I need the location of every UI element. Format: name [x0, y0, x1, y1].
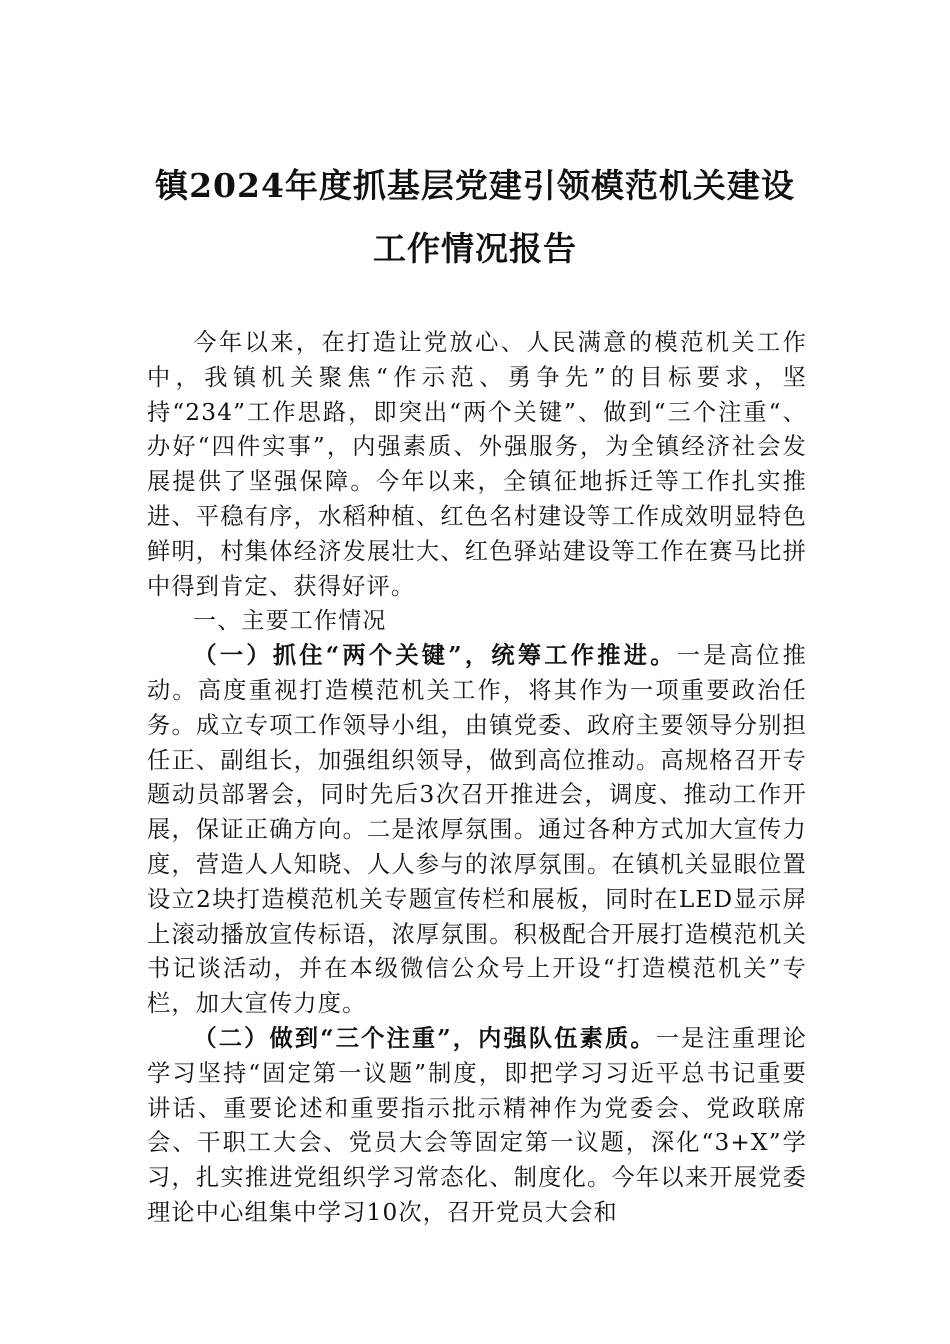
subsection-2-heading: （二）做到“三个注重”，内强队伍素质。 — [193, 1024, 656, 1052]
subsection-2-body: 一是注重理论学习坚持“固定第一议题”制度，即把学习习近平总书记重要讲话、重要论述和重要指示批示精神作为党委会、党政联席会、干职工大会、党员大会等固定第一议题，深化“3+X”学习，扎实推进党组织学习常态化、制度化。今年以来开展党委理论中心组集中学习10次，召开党员大会和 — [147, 1024, 807, 1226]
section-heading-1: 一、主要工作情况 — [193, 608, 387, 635]
subsection-1-heading: （一）抓住“两个关键”，统筹工作推进。 — [193, 642, 677, 670]
intro-paragraph: 今年以来，在打造让党放心、人民满意的模范机关工作中，我镇机关聚焦“作示范、勇争先”的目标要求，坚持“234”工作思路，即突出“两个关键”、做到“三个注重“、办好“四件实事”，内强素质、外强服务，为全镇经济社会发展提供了坚强保障。今年以来，全镇征地拆迁等工作扎实推进、平稳有序，水稻种植、红色名村建设等工作成效明显特色鲜明，村集体经济发展壮大、红色驿站建设等工作在赛马比拼中得到肯定、获得好评。 — [147, 329, 807, 600]
document-body — [147, 326, 807, 1231]
subsection-1-body: 一是高位推动。高度重视打造模范机关工作，将其作为一项重要政治任务。成立专项工作领导小组，由镇党委、政府主要领导分别担任正、副组长，加强组织领导，做到高位推动。高规格召开专题动员部署会，同时先后3次召开推进会，调度、推动工作开展，保证正确方向。二是浓厚氛围。通过各种方式加大宣传力度，营造人人知晓、人人参与的浓厚氛围。在镇机关显眼位置设立2块打造模范机关专题宣传栏和展板，同时在LED显示屏上滚动播放宣传标语，浓厚氛围。积极配合开展打造模范机关书记谈活动，并在本级微信公众号上开设“打造模范机关”专栏，加大宣传力度。 — [147, 642, 807, 1018]
subsection-2-paragraph — [147, 1022, 807, 1231]
document-title-line-2: 工作情况报告 — [373, 229, 577, 268]
subsection-1-paragraph — [147, 639, 807, 1022]
document-title-line-1: 镇2024年度抓基层党建引领模范机关建设 — [155, 166, 795, 205]
